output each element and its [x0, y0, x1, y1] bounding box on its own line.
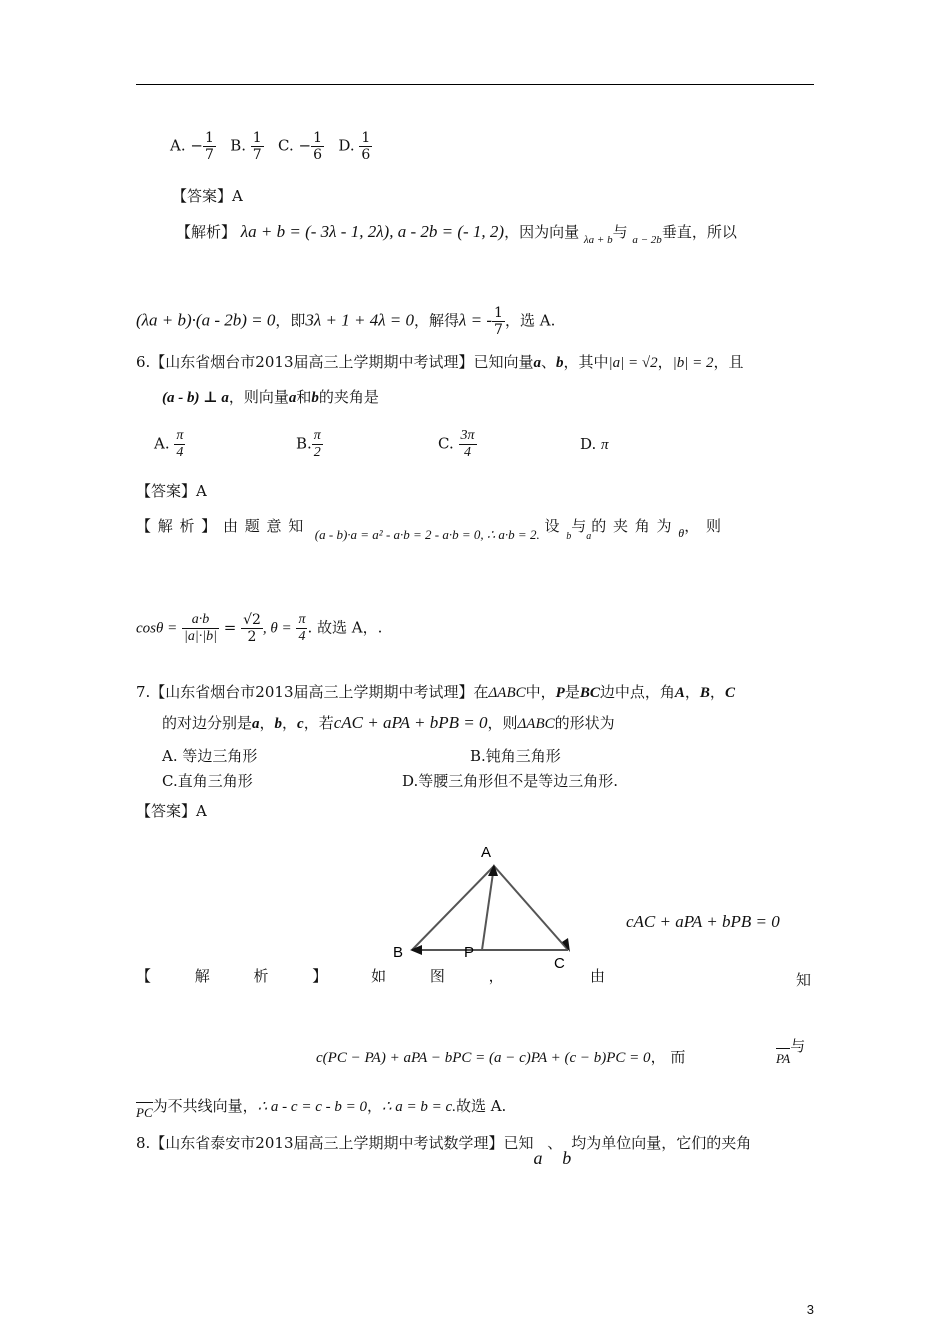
q7-analysis-eq2: c(PC − PA) + aPA − bPC = (a − c)PA + (c − b)PC = 0， 而 — [316, 1048, 686, 1066]
label-b: B — [393, 944, 404, 961]
q6-answer: 【答案】A — [136, 482, 207, 500]
q7-option-c: C.直角三角形 — [162, 772, 253, 790]
q7-answer: 【答案】A — [136, 802, 207, 820]
triangle-figure — [390, 838, 590, 978]
q8-stem: 8.【山东省泰安市2013届高三上学期期中考试数学理】已知a 、b均为单位向量，它们的夹角 — [136, 1134, 752, 1168]
label-p: P — [464, 944, 475, 961]
q7-from: 由 — [590, 967, 606, 985]
q6-stem-line1: 6.【山东省烟台市2013届高三上学期期中考试理】已知向量a、b，其中|a| = √2，|b| = 2，且 — [136, 353, 744, 371]
q7-pa-with: PA与 — [776, 1036, 805, 1069]
q6-analysis-line1: 【解析】由题意知 (a - b)·a = a² - a·b = 2 - a·b = 0, ∴ a·b = 2. 设$_b$与$_a$的夹角为$_\theta$，则 — [136, 517, 728, 542]
q5-analysis-line2: (λa + b)·(a - 2b) = 0，即3λ + 1 + 4λ = 0，解得λ = - $\frac{1}{7}$ ，选 A. — [136, 305, 556, 338]
q5-options: A. − $\frac{1}{7}$ B. $\frac{1}{7}$ C. − $\frac{1}{6}$ D. $\frac{1}{6}$ — [170, 130, 371, 163]
segment-ap — [482, 866, 494, 950]
header-rule — [136, 84, 814, 85]
q6-stem-line2: (a - b) ⊥ a，则向量a和b的夹角是 — [162, 388, 379, 406]
q7-conclusion: PC为不共线向量，∴ a - c = c - b = 0，∴ a = b = c.故选 A. — [136, 1096, 506, 1123]
side-ab — [412, 866, 494, 950]
q7-know: 知 — [796, 971, 812, 989]
q7-eq-right: cAC + aPA + bPB = 0 — [626, 912, 780, 931]
q5-analysis-line1: 【解析】 λa + b = (- 3λ - 1, 2λ), a - 2b = (- 1, 2)，因为向量 $_{\lambda a + b}$与 $_{a - 2b}$垂直，所以 — [176, 222, 737, 246]
label-c: C — [554, 955, 565, 972]
q7-stem-line1: 7.【山东省烟台市2013届高三上学期期中考试理】在ΔABC中，P是BC边中点，角A，B，C — [136, 683, 735, 701]
q7-analysis-label: 【 解 析 】 如 图 ， — [136, 967, 524, 985]
q7-option-b: B.钝角三角形 — [470, 747, 561, 765]
q5-answer: 【答案】A — [172, 187, 243, 205]
q7-option-a: A. 等边三角形 — [162, 747, 258, 765]
page-number: 3 — [806, 1302, 814, 1317]
q6-analysis-line2: cosθ = $\frac{a\cdot b}{|a|\cdot|b|}$ = $\frac{√2}{2}$ , θ = $\frac{\pi}{4}$ . 故选 A，. — [136, 612, 383, 645]
q7-stem-line2: 的对边分别是a，b，c，若cAC + aPA + bPB = 0，则ΔABC的形状为 — [162, 713, 615, 732]
side-ac — [494, 866, 568, 950]
q7-option-d: D.等腰三角形但不是等边三角形. — [402, 772, 619, 790]
label-a: A — [481, 844, 492, 861]
